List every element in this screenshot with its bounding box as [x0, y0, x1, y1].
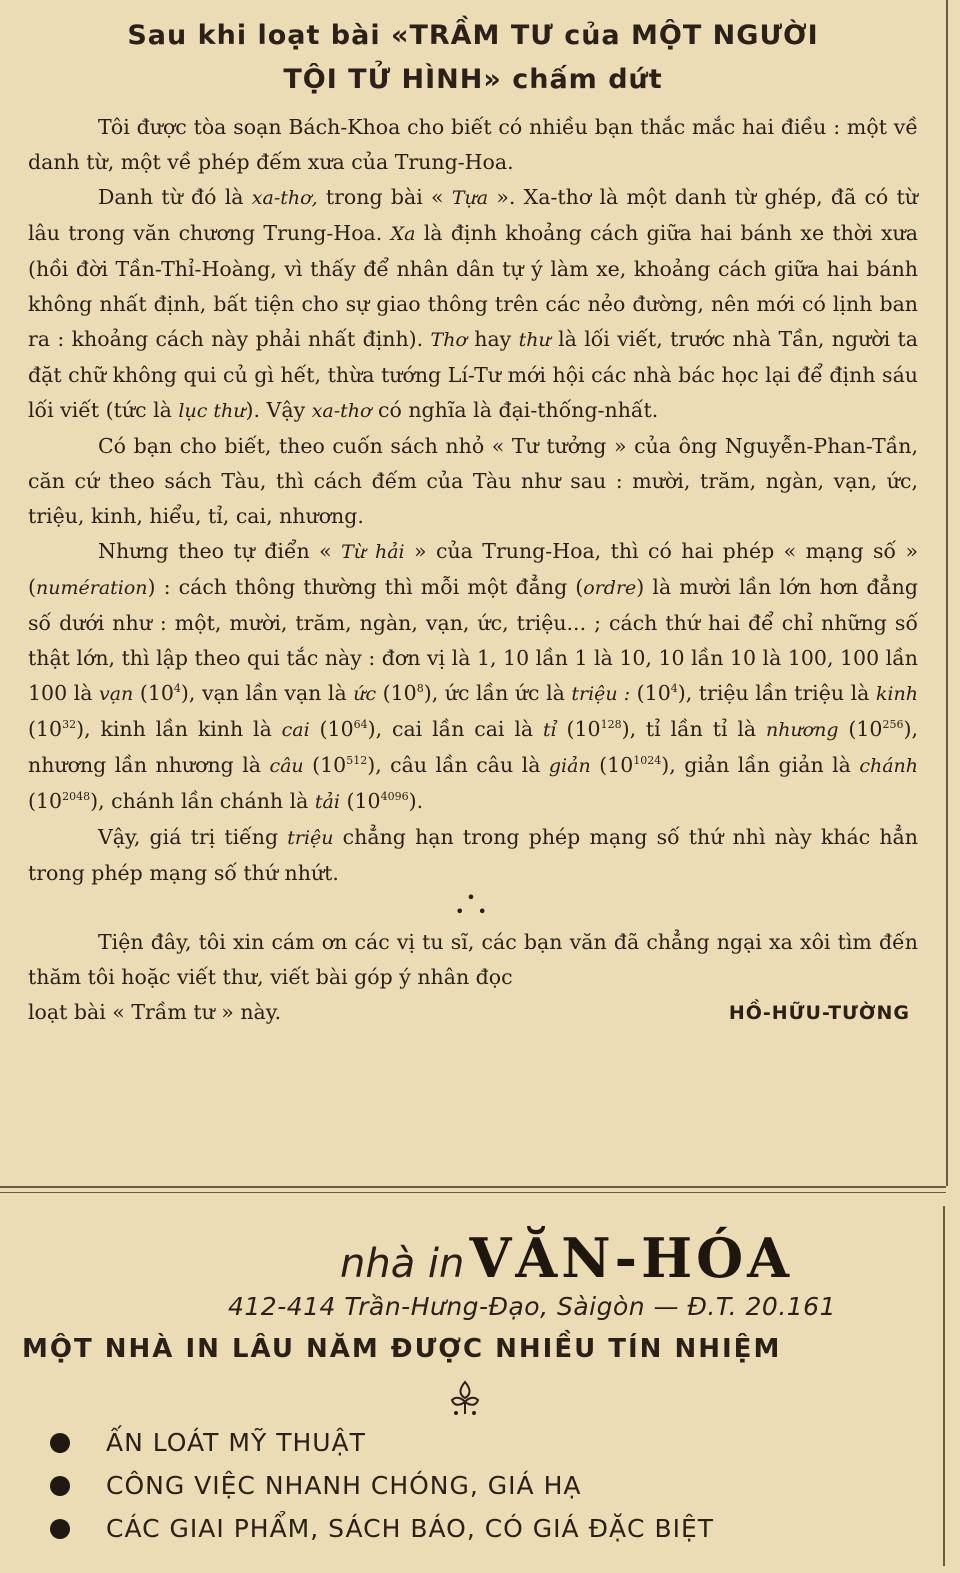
brand-name: VĂN-HÓA [469, 1226, 794, 1290]
service-item-label: ẤN LOÁT MỸ THUẬT [106, 1428, 366, 1457]
service-list [50, 1421, 714, 1550]
printer-brand [340, 1226, 793, 1290]
list-item [50, 1464, 714, 1507]
section-separator: • • • [455, 888, 491, 921]
brand-prefix: nhà in [340, 1241, 465, 1287]
headline-line-1: Sau khi loạt bài «TRẦM TƯ của MỘT NGƯỜI [127, 20, 819, 51]
paragraph-3: Có bạn cho biết, theo cuốn sách nhỏ « Tư tưởng » của ông Nguyễn-Phan-Tần, căn cứ theo sách Tàu, thì cách đếm của Tàu như sau : mười, trăm, ngàn, vạn, ức, triệu, kinh, hiểu, tỉ, cai, nhương. [28, 434, 918, 528]
headline-line-2: TỘI TỬ HÌNH» chấm dứt [283, 64, 663, 95]
printer-advertisement [0, 1206, 945, 1566]
section-divider [0, 1186, 946, 1188]
service-item-label: CÁC GIAI PHẨM, SÁCH BÁO, CÓ GIÁ ĐẶC BIỆT [106, 1514, 715, 1543]
article-headline [30, 14, 916, 102]
bullet-icon [50, 1433, 70, 1453]
list-item [50, 1421, 714, 1464]
floral-ornament-icon [446, 1378, 484, 1418]
printer-address: 412-414 Trần-Hưng-Đạo, Sàigòn — Đ.T. 20.161 [228, 1292, 836, 1321]
section-divider-thin [0, 1192, 946, 1193]
paragraph-5: Vậy, giá trị tiếng triệu chẳng hạn trong phép mạng số thứ nhì này khác hẳn trong phép mạng số thứ nhứt. [28, 825, 918, 885]
author-signature: HỒ-HỮU-TƯỜNG [728, 1002, 910, 1024]
service-item-label: CÔNG VIỆC NHANH CHÓNG, GIÁ HẠ [106, 1471, 582, 1500]
paragraph-4: Nhưng theo tự điển « Từ hải » của Trung-Hoa, thì có hai phép « mạng số » (numération) : cách thông thường thì mỗi một đẳng (ordre) là mười lần lớn hơn đẳng số dưới như : một, mười, trăm, ngàn, vạn, ức, triệu... ; cách thứ hai để chỉ những số thật lớn, thì lập theo qui tắc này : đơn vị là 1, 10 lần 1 là 10, 10 lần 10 là 100, 100 lần 100 là vạn $(10^4)$, vạn lần vạn là ức $(10^8)$, ức lần ức là triệu : $(10^4)$, triệu lần triệu là kinh $(10^{32})$, kinh lần kinh là cai $(10^{64})$, cai lần cai là tỉ $(10^{128})$, tỉ lần tỉ là nhương $(10^{256})$, nhương lần nhương là câu $(10^{512})$, câu lần câu là giản $(10^{1024})$, giản lần giản là chánh $(10^{2048})$, chánh lần chánh là tải $(10^{4096})$. [28, 539, 919, 813]
bullet-icon [50, 1519, 70, 1539]
printer-slogan: MỘT NHÀ IN LÂU NĂM ĐƯỢC NHIỀU TÍN NHIỆM [22, 1334, 782, 1364]
paragraph-6-end: loạt bài « Trầm tư » này. [28, 1000, 282, 1024]
paragraph-6: Tiện đây, tôi xin cám ơn các vị tu sĩ, các bạn văn đã chẳng ngại xa xôi tìm đến thăm tôi hoặc viết thư, viết bài góp ý nhân đọc [28, 930, 918, 989]
paragraph-2: Danh từ đó là xa-thơ, trong bài « Tựa ». Xa-thơ là một danh từ ghép, đã có từ lâu trong văn chương Trung-Hoa. Xa là định khoảng cách giữa hai bánh xe thời xưa (hồi đời Tần-Thỉ-Hoàng, vì thấy để nhân dân tự ý làm xe, khoảng cách giữa hai bánh không nhất định, bất tiện cho sự giao thông trên các nẻo đường, nên mới có lịnh ban ra : khoảng cách này phải nhất định). Thơ hay thư là lối viết, trước nhà Tần, người ta đặt chữ không qui củ gì hết, thừa tướng Lí-Tư mới hội các nhà bác học lại để định sáu lối viết (tức là lục thư). Vậy xa-thơ có nghĩa là đại-thống-nhất. [28, 185, 918, 422]
article-body [28, 110, 918, 1031]
bullet-icon [50, 1476, 70, 1496]
closing-row [28, 995, 918, 1031]
paragraph-1: Tôi được tòa soạn Bách-Khoa cho biết có nhiều bạn thắc mắc hai điều : một về danh từ, một về phép đếm xưa của Trung-Hoa. [28, 115, 918, 174]
list-item [50, 1507, 714, 1550]
